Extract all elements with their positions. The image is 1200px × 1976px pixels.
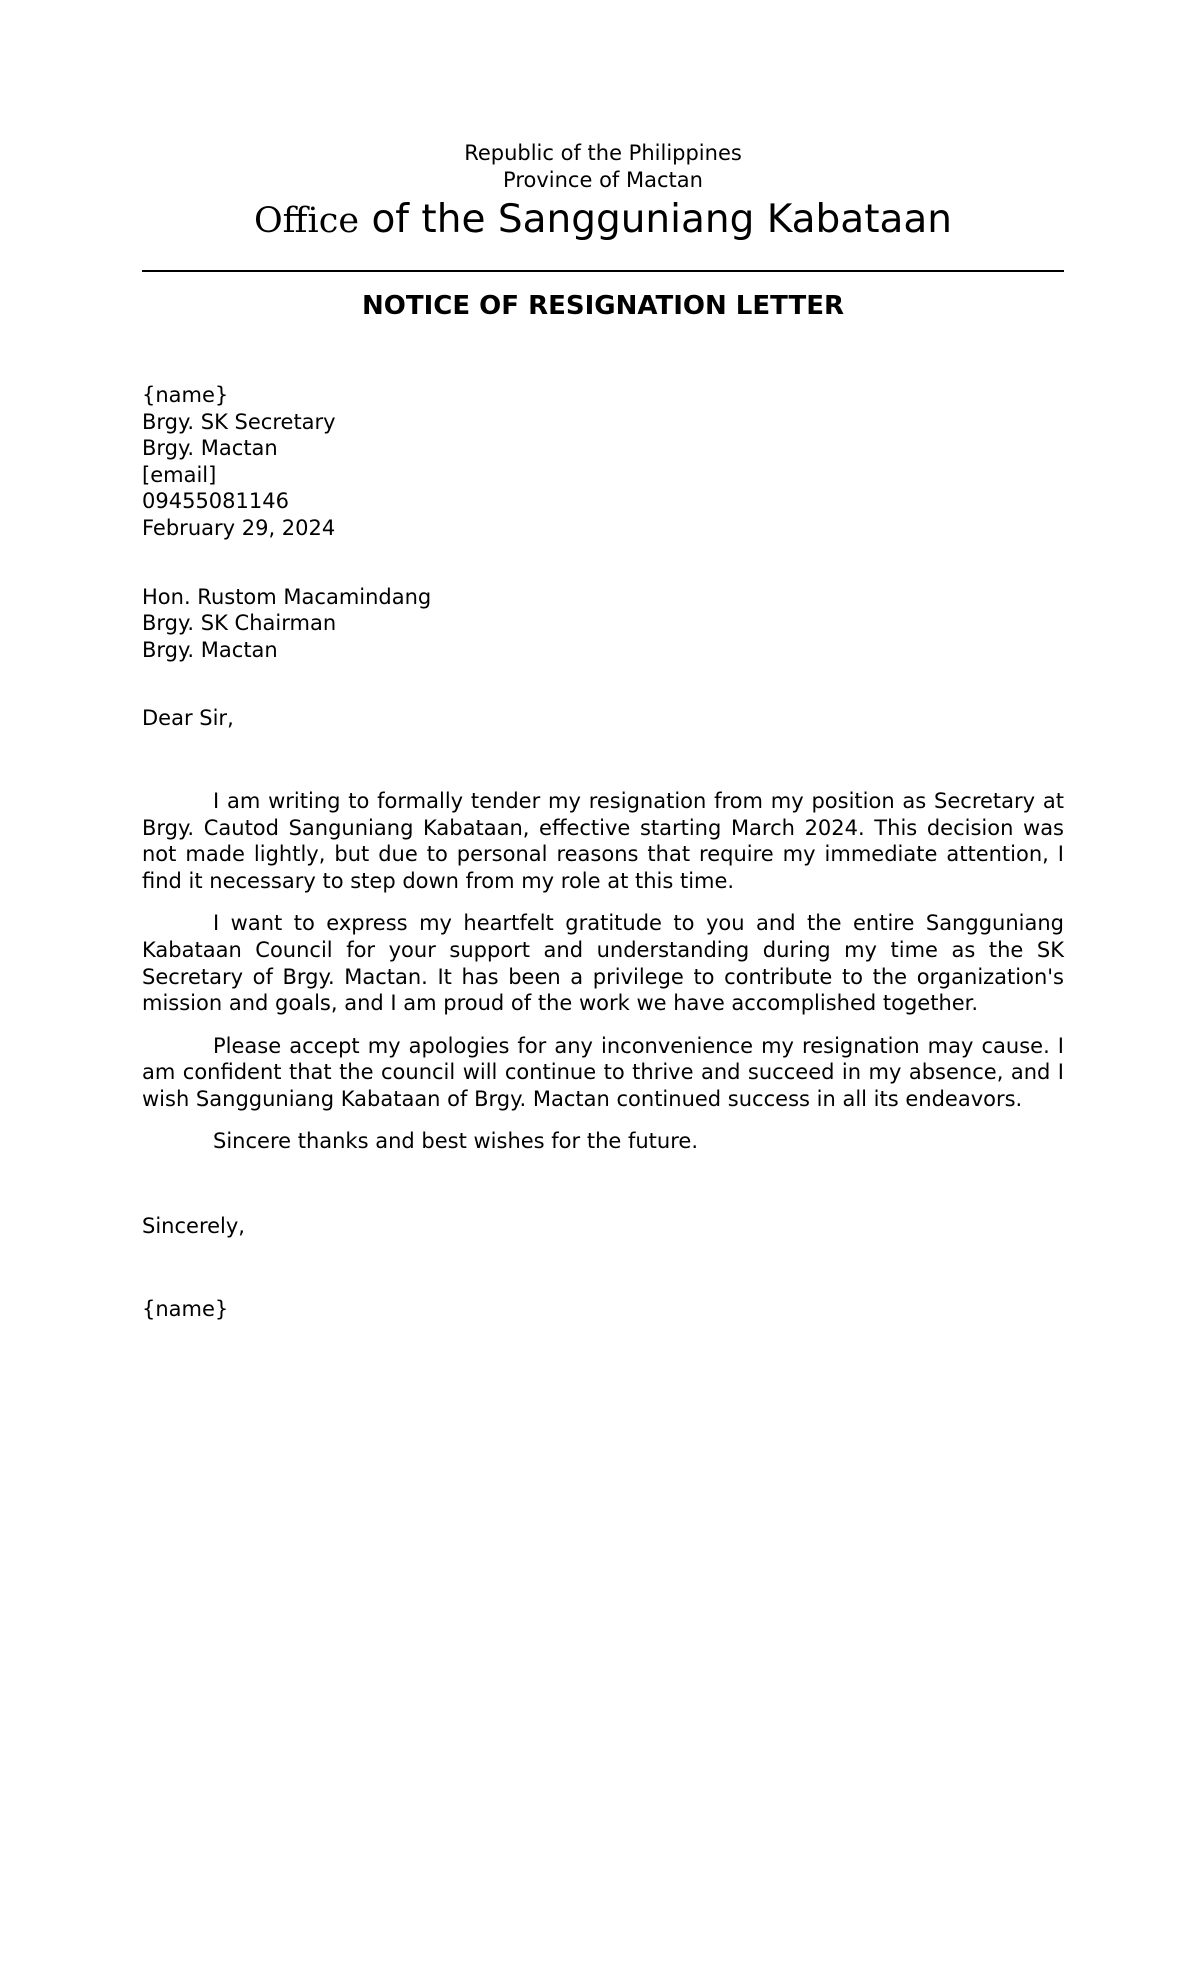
sender-position: Brgy. SK Secretary (142, 409, 336, 434)
recipient-block (142, 584, 1064, 664)
recipient-barangay: Brgy. Mactan (142, 637, 278, 662)
sender-name: {name} (142, 383, 229, 407)
signature-name: {name} (142, 1296, 229, 1321)
header-divider (142, 270, 1064, 272)
letter-page (142, 0, 1064, 1322)
letter-body (142, 788, 1064, 1155)
province-line: Province of Mactan (503, 168, 703, 192)
letterhead (142, 140, 1064, 245)
sender-block (142, 382, 1064, 542)
sender-email: [email] (142, 462, 217, 487)
office-line (142, 196, 1064, 245)
body-paragraph: I am writing to formally tender my resignation from my position as Secretary at Brgy. Cautod Sanguniang Kabataan, effective starting March 2024. This decision was not made lightly, but due to personal reasons that require my immediate attention, I find it necessary to step down from my role at this time. (142, 788, 1064, 893)
body-paragraph: I want to express my heartfelt gratitude to you and the entire Sangguniang Kabataan Council for your support and understanding during my time as the SK Secretary of Brgy. Mactan. It has been a privilege to contribute to the organization's mission and goals, and I am proud of the work we have accomplished together. (142, 911, 1064, 1016)
document-title: NOTICE OF RESIGNATION LETTER (362, 291, 844, 321)
sender-barangay: Brgy. Mactan (142, 436, 278, 461)
republic-line: Republic of the Philippines (464, 141, 742, 165)
recipient-position: Brgy. SK Chairman (142, 611, 337, 636)
body-paragraph: Sincere thanks and best wishes for the future. (213, 1129, 698, 1154)
sender-phone: 09455081146 (142, 489, 289, 514)
letter-date: February 29, 2024 (142, 515, 336, 540)
office-word: Office (253, 201, 360, 241)
salutation: Dear Sir, (142, 706, 234, 731)
recipient-name: Hon. Rustom Macamindang (142, 584, 432, 609)
body-paragraph: Please accept my apologies for any inconvenience my resignation may cause. I am confident that the council will continue to thrive and succeed in my absence, and I wish Sangguniang Kabataan of Brgy. Mactan continued success in all its endeavors. (142, 1033, 1064, 1111)
office-rest: of the Sangguniang Kabataan (359, 197, 953, 242)
closing: Sincerely, (142, 1214, 245, 1239)
